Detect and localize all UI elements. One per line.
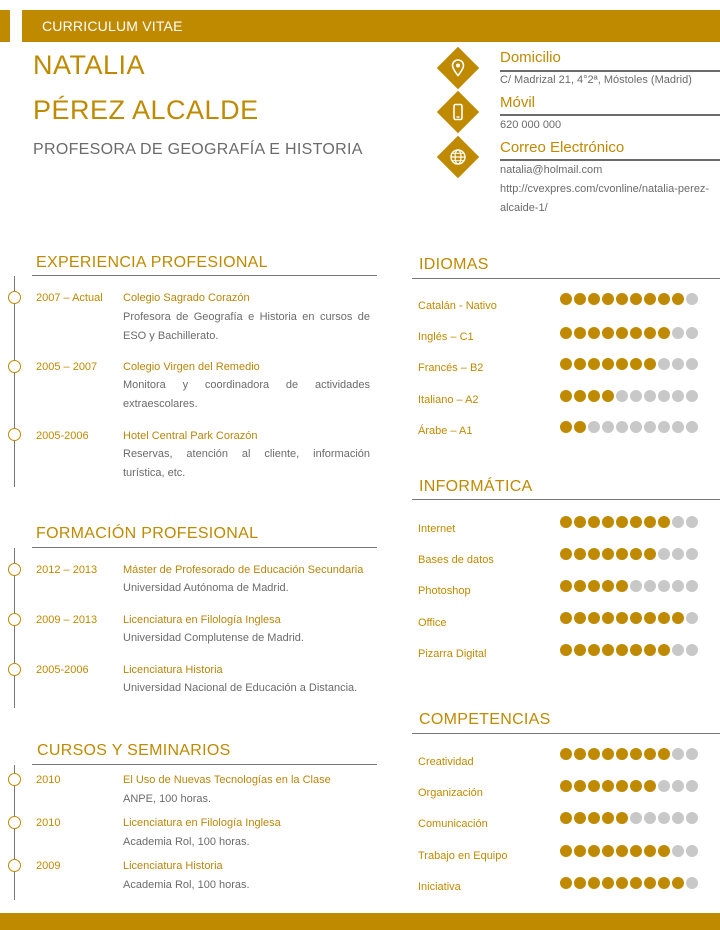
experience-description: Monitora y coordinadora de actividades extraescolares. <box>123 379 370 410</box>
education-title: Licenciatura Historia <box>123 664 223 676</box>
rating-dot-filled <box>602 390 614 402</box>
experience-timeline <box>14 276 15 487</box>
globe-icon <box>437 136 479 178</box>
rating-dot-filled <box>560 358 572 370</box>
rating-dot-filled <box>588 293 600 305</box>
experience-title: Colegio Virgen del Remedio <box>123 361 260 373</box>
rating-dot-empty <box>672 812 684 824</box>
timeline-dot <box>8 613 21 626</box>
rating-dot-filled <box>574 358 586 370</box>
rating-dot-filled <box>602 644 614 656</box>
education-divider <box>32 547 377 548</box>
computing-label: Internet <box>418 523 456 535</box>
skill-label: Iniciativa <box>418 881 461 893</box>
rating-dot-empty <box>658 580 670 592</box>
rating-dot-empty <box>672 327 684 339</box>
rating-dot-filled <box>602 845 614 857</box>
address-text: C/ Madrizal 21, 4°2ª, Móstoles (Madrid) <box>500 74 692 86</box>
phone-text: 620 000 000 <box>500 119 562 131</box>
experience-description: Profesora de Geografía e Historia en cursos de ESO y Bachillerato. <box>123 311 370 342</box>
rating-dot-filled <box>560 845 572 857</box>
rating-dot-empty <box>644 390 656 402</box>
computing-rating <box>560 548 698 561</box>
rating-dot-filled <box>574 877 586 889</box>
rating-dot-filled <box>644 327 656 339</box>
skill-rating <box>560 780 698 793</box>
education-section-title: FORMACIÓN PROFESIONAL <box>36 525 259 542</box>
rating-dot-filled <box>560 516 572 528</box>
language-rating <box>560 358 698 371</box>
course-date: 2010 <box>36 817 61 829</box>
computing-label: Pizarra Digital <box>418 648 487 660</box>
language-rating <box>560 421 698 434</box>
rating-dot-filled <box>658 612 670 624</box>
skill-label: Organización <box>418 787 483 799</box>
rating-dot-filled <box>616 293 628 305</box>
timeline-dot <box>8 773 21 786</box>
rating-dot-filled <box>644 845 656 857</box>
rating-dot-empty <box>686 644 698 656</box>
rating-dot-filled <box>630 748 642 760</box>
rating-dot-filled <box>574 748 586 760</box>
rating-dot-filled <box>616 358 628 370</box>
rating-dot-filled <box>588 516 600 528</box>
course-provider: ANPE, 100 horas. <box>123 793 212 805</box>
rating-dot-filled <box>602 780 614 792</box>
rating-dot-filled <box>574 845 586 857</box>
rating-dot-filled <box>644 358 656 370</box>
phone-label: Móvil <box>500 94 536 111</box>
experience-date: 2005-2006 <box>36 430 89 442</box>
rating-dot-empty <box>686 780 698 792</box>
rating-dot-empty <box>630 390 642 402</box>
skill-rating <box>560 845 698 858</box>
rating-dot-empty <box>686 877 698 889</box>
rating-dot-empty <box>658 390 670 402</box>
rating-dot-filled <box>616 580 628 592</box>
rating-dot-empty <box>686 748 698 760</box>
address-label: Domicilio <box>500 49 561 66</box>
rating-dot-filled <box>560 812 572 824</box>
rating-dot-empty <box>644 812 656 824</box>
rating-dot-empty <box>686 548 698 560</box>
rating-dot-filled <box>616 780 628 792</box>
computing-rating <box>560 644 698 657</box>
rating-dot-filled <box>630 548 642 560</box>
rating-dot-filled <box>602 812 614 824</box>
rating-dot-empty <box>686 327 698 339</box>
rating-dot-empty <box>672 580 684 592</box>
rating-dot-empty <box>686 580 698 592</box>
rating-dot-filled <box>658 748 670 760</box>
rating-dot-filled <box>616 548 628 560</box>
rating-dot-empty <box>644 580 656 592</box>
rating-dot-filled <box>560 390 572 402</box>
rating-dot-empty <box>672 421 684 433</box>
rating-dot-empty <box>616 421 628 433</box>
rating-dot-filled <box>616 516 628 528</box>
rating-dot-empty <box>658 421 670 433</box>
rating-dot-filled <box>602 516 614 528</box>
rating-dot-filled <box>574 293 586 305</box>
rating-dot-filled <box>630 612 642 624</box>
rating-dot-filled <box>630 516 642 528</box>
rating-dot-filled <box>630 780 642 792</box>
rating-dot-filled <box>602 327 614 339</box>
skill-label: Comunicación <box>418 818 488 830</box>
rating-dot-filled <box>644 644 656 656</box>
profession: PROFESORA DE GEOGRAFÍA E HISTORIA <box>33 141 363 158</box>
rating-dot-filled <box>560 780 572 792</box>
rating-dot-empty <box>686 612 698 624</box>
rating-dot-filled <box>630 327 642 339</box>
computing-label: Photoshop <box>418 585 471 597</box>
skill-rating <box>560 877 698 890</box>
rating-dot-empty <box>644 421 656 433</box>
rating-dot-empty <box>686 293 698 305</box>
language-rating <box>560 293 698 306</box>
rating-dot-empty <box>658 780 670 792</box>
rating-dot-filled <box>644 548 656 560</box>
rating-dot-filled <box>658 327 670 339</box>
languages-section-title: IDIOMAS <box>419 256 489 273</box>
rating-dot-empty <box>686 812 698 824</box>
rating-dot-empty <box>588 421 600 433</box>
rating-dot-filled <box>588 327 600 339</box>
rating-dot-filled <box>574 580 586 592</box>
rating-dot-empty <box>686 421 698 433</box>
rating-dot-filled <box>644 516 656 528</box>
timeline-dot <box>8 663 21 676</box>
timeline-dot <box>8 428 21 441</box>
rating-dot-filled <box>574 612 586 624</box>
skill-label: Trabajo en Equipo <box>418 850 508 862</box>
rating-dot-filled <box>588 812 600 824</box>
rating-dot-filled <box>602 293 614 305</box>
rating-dot-filled <box>630 293 642 305</box>
language-label: Inglés – C1 <box>418 331 474 343</box>
rating-dot-filled <box>574 327 586 339</box>
rating-dot-empty <box>630 421 642 433</box>
rating-dot-filled <box>672 877 684 889</box>
rating-dot-filled <box>644 748 656 760</box>
location-pin-icon <box>437 47 479 89</box>
computing-rating <box>560 516 698 529</box>
rating-dot-empty <box>672 644 684 656</box>
rating-dot-filled <box>560 580 572 592</box>
timeline-dot <box>8 360 21 373</box>
rating-dot-empty <box>686 845 698 857</box>
rating-dot-filled <box>658 845 670 857</box>
rating-dot-empty <box>630 580 642 592</box>
rating-dot-filled <box>574 548 586 560</box>
rating-dot-filled <box>560 293 572 305</box>
course-date: 2009 <box>36 860 61 872</box>
experience-date: 2007 – Actual <box>36 292 103 304</box>
education-institution: Universidad Complutense de Madrid. <box>123 632 304 644</box>
rating-dot-empty <box>630 812 642 824</box>
rating-dot-filled <box>630 358 642 370</box>
rating-dot-filled <box>574 516 586 528</box>
skill-label: Creatividad <box>418 756 474 768</box>
language-label: Árabe – A1 <box>418 425 473 437</box>
education-title: Máster de Profesorado de Educación Secundaria <box>123 564 364 576</box>
email-label: Correo Electrónico <box>500 139 625 156</box>
rating-dot-filled <box>616 845 628 857</box>
rating-dot-empty <box>658 548 670 560</box>
rating-dot-filled <box>644 293 656 305</box>
course-title: Licenciatura Historia <box>123 860 223 872</box>
rating-dot-filled <box>588 358 600 370</box>
experience-title: Hotel Central Park Corazón <box>123 430 258 442</box>
language-rating <box>560 390 698 403</box>
course-provider: Academia Rol, 100 horas. <box>123 836 250 848</box>
web-url-line2[interactable]: alcaide-1/ <box>500 202 548 214</box>
skill-rating <box>560 812 698 825</box>
rating-dot-filled <box>560 421 572 433</box>
education-date: 2005-2006 <box>36 664 89 676</box>
rating-dot-filled <box>616 877 628 889</box>
timeline-dot <box>8 563 21 576</box>
rating-dot-filled <box>588 780 600 792</box>
rating-dot-filled <box>616 812 628 824</box>
education-date: 2009 – 2013 <box>36 614 98 626</box>
timeline-dot <box>8 859 21 872</box>
rating-dot-filled <box>630 845 642 857</box>
rating-dot-filled <box>588 845 600 857</box>
computing-section-title: INFORMÁTICA <box>419 478 533 495</box>
rating-dot-empty <box>658 358 670 370</box>
rating-dot-filled <box>616 327 628 339</box>
timeline-dot <box>8 291 21 304</box>
rating-dot-filled <box>658 644 670 656</box>
rating-dot-filled <box>644 612 656 624</box>
rating-dot-filled <box>602 358 614 370</box>
rating-dot-filled <box>630 877 642 889</box>
rating-dot-filled <box>602 548 614 560</box>
computing-rating <box>560 612 698 625</box>
computing-label: Office <box>418 617 447 629</box>
education-institution: Universidad Nacional de Educación a Distancia. <box>123 682 358 694</box>
header-accent-block <box>0 10 10 42</box>
rating-dot-filled <box>560 748 572 760</box>
rating-dot-filled <box>560 877 572 889</box>
rating-dot-filled <box>588 580 600 592</box>
course-provider: Academia Rol, 100 horas. <box>123 879 250 891</box>
rating-dot-empty <box>686 516 698 528</box>
rating-dot-filled <box>616 612 628 624</box>
rating-dot-filled <box>588 390 600 402</box>
rating-dot-filled <box>658 293 670 305</box>
rating-dot-filled <box>560 612 572 624</box>
rating-dot-empty <box>672 780 684 792</box>
education-title: Licenciatura en Filología Inglesa <box>123 614 281 626</box>
rating-dot-empty <box>672 390 684 402</box>
rating-dot-empty <box>672 845 684 857</box>
skill-rating <box>560 748 698 761</box>
language-label: Italiano – A2 <box>418 394 479 406</box>
rating-dot-filled <box>588 548 600 560</box>
computing-rating <box>560 580 698 593</box>
rating-dot-filled <box>588 612 600 624</box>
skills-section-title: COMPETENCIAS <box>419 711 551 728</box>
education-date: 2012 – 2013 <box>36 564 98 576</box>
rating-dot-filled <box>602 580 614 592</box>
experience-title: Colegio Sagrado Corazón <box>123 292 250 304</box>
rating-dot-filled <box>616 644 628 656</box>
course-title: Licenciatura en Filología Inglesa <box>123 817 281 829</box>
rating-dot-filled <box>644 877 656 889</box>
mobile-phone-icon <box>437 91 479 133</box>
rating-dot-empty <box>672 748 684 760</box>
rating-dot-filled <box>602 748 614 760</box>
email-text[interactable]: natalia@holmail.com <box>500 164 603 176</box>
rating-dot-empty <box>672 548 684 560</box>
rating-dot-filled <box>588 748 600 760</box>
rating-dot-filled <box>560 327 572 339</box>
first-name: NATALIA <box>33 50 146 80</box>
rating-dot-filled <box>588 644 600 656</box>
languages-divider <box>412 278 720 279</box>
rating-dot-empty <box>686 358 698 370</box>
skills-divider <box>412 733 720 734</box>
education-institution: Universidad Autónoma de Madrid. <box>123 582 289 594</box>
language-rating <box>560 327 698 340</box>
rating-dot-filled <box>574 390 586 402</box>
experience-divider <box>32 275 377 276</box>
course-title: El Uso de Nuevas Tecnologías en la Clase <box>123 774 331 786</box>
rating-dot-empty <box>616 390 628 402</box>
timeline-dot <box>8 816 21 829</box>
rating-dot-empty <box>672 358 684 370</box>
rating-dot-empty <box>658 812 670 824</box>
experience-date: 2005 – 2007 <box>36 361 98 373</box>
courses-section-title: CURSOS Y SEMINARIOS <box>37 742 231 759</box>
rating-dot-filled <box>644 780 656 792</box>
rating-dot-filled <box>616 748 628 760</box>
rating-dot-filled <box>574 780 586 792</box>
rating-dot-empty <box>672 516 684 528</box>
rating-dot-filled <box>588 877 600 889</box>
rating-dot-filled <box>658 516 670 528</box>
rating-dot-filled <box>658 877 670 889</box>
rating-dot-empty <box>686 390 698 402</box>
computing-divider <box>412 499 720 500</box>
web-url-line1[interactable]: http://cvexpres.com/cvonline/natalia-perez- <box>500 183 710 195</box>
rating-dot-filled <box>560 548 572 560</box>
rating-dot-filled <box>602 612 614 624</box>
cv-banner: CURRICULUM VITAE <box>22 10 720 42</box>
language-label: Catalán - Nativo <box>418 300 497 312</box>
rating-dot-filled <box>672 293 684 305</box>
rating-dot-filled <box>574 421 586 433</box>
rating-dot-filled <box>574 812 586 824</box>
rating-dot-filled <box>672 612 684 624</box>
rating-dot-filled <box>630 644 642 656</box>
language-label: Francés – B2 <box>418 362 484 374</box>
rating-dot-empty <box>602 421 614 433</box>
rating-dot-filled <box>602 877 614 889</box>
rating-dot-filled <box>574 644 586 656</box>
last-name: PÉREZ ALCALDE <box>33 95 259 125</box>
course-date: 2010 <box>36 774 61 786</box>
experience-description: Reservas, atención al cliente, información turística, etc. <box>123 448 370 479</box>
computing-label: Bases de datos <box>418 554 494 566</box>
courses-divider <box>32 764 377 765</box>
experience-section-title: EXPERIENCIA PROFESIONAL <box>36 254 268 271</box>
footer-bar <box>0 913 720 930</box>
rating-dot-filled <box>560 644 572 656</box>
